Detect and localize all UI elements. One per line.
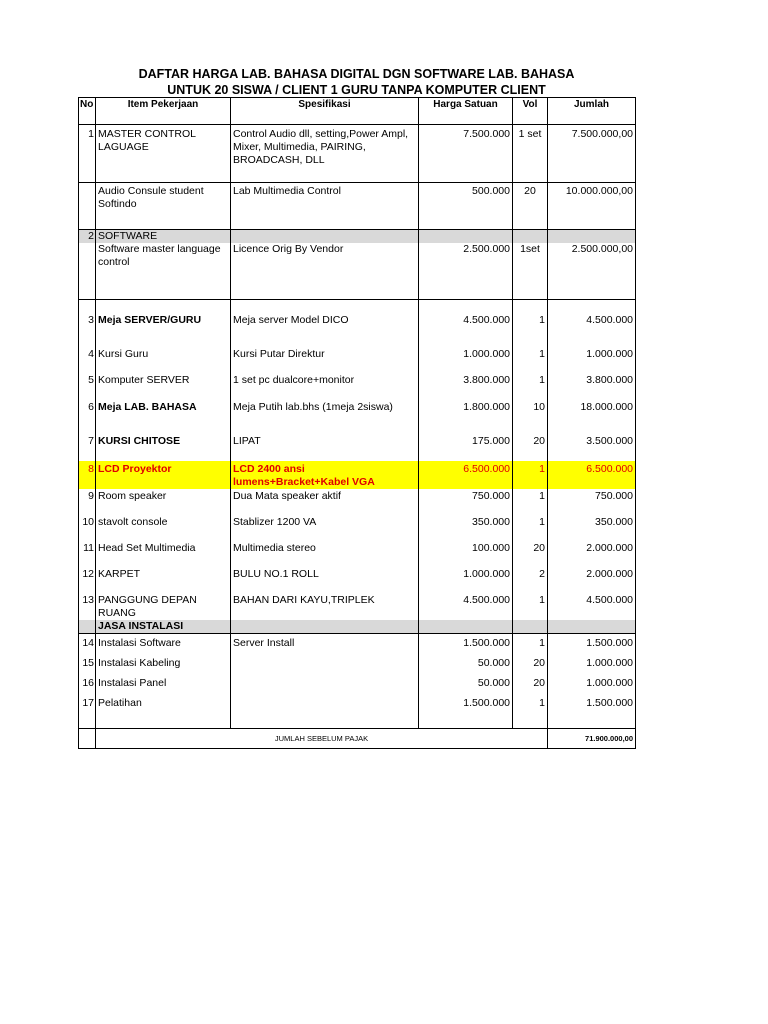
table-row (79, 634, 636, 654)
row-vol: 20 (513, 421, 548, 461)
row-price: 6.500.000 (419, 461, 513, 489)
row-spec: Stablizer 1200 VA (231, 515, 419, 541)
row-total: 3.500.000 (548, 421, 636, 461)
row-spec: LIPAT (231, 421, 419, 461)
row-spec: Dua Mata speaker aktif (231, 489, 419, 515)
row-spec (231, 674, 419, 694)
row-spec: Kursi Putar Direktur (231, 341, 419, 367)
table-row (79, 183, 636, 230)
row-spec (231, 620, 419, 634)
row-no: 4 (79, 341, 96, 367)
row-spec: LCD 2400 ansi lumens+Bracket+Kabel VGA (231, 461, 419, 489)
highlighted-row-lcd (79, 461, 636, 489)
table-row (79, 654, 636, 674)
col-header-item: Item Pekerjaan (96, 98, 231, 125)
row-item: KURSI CHITOSE (96, 421, 231, 461)
row-total: 3.800.000 (548, 367, 636, 393)
row-item: Pelatihan (96, 694, 231, 714)
grand-total: 71.900.000,00 (548, 729, 636, 749)
table-row (79, 567, 636, 593)
row-item: Kursi Guru (96, 341, 231, 367)
row-item: stavolt console (96, 515, 231, 541)
table-row (79, 421, 636, 461)
row-vol: 1 (513, 367, 548, 393)
row-item: Room speaker (96, 489, 231, 515)
table-row (79, 674, 636, 694)
row-price: 100.000 (419, 541, 513, 567)
row-vol: 20 (513, 183, 548, 230)
row-item: Audio Consule student Softindo (96, 183, 231, 230)
row-item: Head Set Multimedia (96, 541, 231, 567)
row-total: 1.500.000 (548, 634, 636, 654)
document-subtitle: UNTUK 20 SISWA / CLIENT 1 GURU TANPA KOMPUTER CLIENT (167, 83, 546, 97)
row-item: SOFTWARE (96, 230, 231, 244)
table-row (79, 367, 636, 393)
row-no: 1 (79, 125, 96, 183)
row-vol: 1 (513, 634, 548, 654)
row-vol: 20 (513, 541, 548, 567)
row-item: MASTER CONTROL LAGUAGE (96, 125, 231, 183)
row-total: 1.500.000 (548, 694, 636, 714)
row-item: Meja LAB. BAHASA (96, 393, 231, 421)
table-row (79, 694, 636, 714)
row-price: 4.500.000 (419, 593, 513, 620)
row-item: Instalasi Software (96, 634, 231, 654)
row-spec: Meja server Model DICO (231, 299, 419, 341)
total-row (79, 729, 636, 749)
row-total: 2.500.000,00 (548, 243, 636, 299)
row-item: LCD Proyektor (96, 461, 231, 489)
row-item: PANGGUNG DEPAN RUANG (96, 593, 231, 620)
table-header-row (79, 98, 636, 125)
row-spec: BULU NO.1 ROLL (231, 567, 419, 593)
table-row (79, 515, 636, 541)
row-spec: 1 set pc dualcore+monitor (231, 367, 419, 393)
table-row (79, 393, 636, 421)
row-total: 2.000.000 (548, 567, 636, 593)
row-item: Instalasi Kabeling (96, 654, 231, 674)
row-price: 7.500.000 (419, 125, 513, 183)
row-total: 18.000.000 (548, 393, 636, 421)
col-header-spec: Spesifikasi (231, 98, 419, 125)
table-row (79, 299, 636, 341)
row-no (79, 243, 96, 299)
row-total (548, 620, 636, 634)
row-item: Meja SERVER/GURU (96, 299, 231, 341)
row-total: 350.000 (548, 515, 636, 541)
row-total: 4.500.000 (548, 593, 636, 620)
row-price: 3.800.000 (419, 367, 513, 393)
row-no: 12 (79, 567, 96, 593)
row-vol: 20 (513, 674, 548, 694)
section-row-software (79, 230, 636, 244)
row-vol: 1 (513, 694, 548, 714)
row-no: 5 (79, 367, 96, 393)
row-no (79, 620, 96, 634)
price-table (78, 97, 636, 749)
row-no: 9 (79, 489, 96, 515)
col-header-total: Jumlah (548, 98, 636, 125)
row-total: 10.000.000,00 (548, 183, 636, 230)
col-header-price: Harga Satuan (419, 98, 513, 125)
row-no: 6 (79, 393, 96, 421)
row-price: 50.000 (419, 654, 513, 674)
row-no: 14 (79, 634, 96, 654)
row-spec (231, 230, 419, 244)
row-vol: 1 (513, 341, 548, 367)
total-no-cell (79, 729, 96, 749)
row-price: 750.000 (419, 489, 513, 515)
table-row (79, 593, 636, 620)
row-vol: 1 (513, 489, 548, 515)
row-spec (231, 694, 419, 714)
row-vol: 1 set (513, 125, 548, 183)
section-row-jasa-instalasi (79, 620, 636, 634)
table-row (79, 125, 636, 183)
row-vol: 1 (513, 299, 548, 341)
table-row (79, 243, 636, 299)
row-price: 1.000.000 (419, 341, 513, 367)
row-spec: Multimedia stereo (231, 541, 419, 567)
row-vol: 2 (513, 567, 548, 593)
row-no: 17 (79, 694, 96, 714)
row-price: 350.000 (419, 515, 513, 541)
row-item: Instalasi Panel (96, 674, 231, 694)
row-no: 16 (79, 674, 96, 694)
row-no: 8 (79, 461, 96, 489)
document-title: DAFTAR HARGA LAB. BAHASA DIGITAL DGN SOFTWARE LAB. BAHASA (138, 67, 575, 81)
row-price (419, 230, 513, 244)
row-spec: Server Install (231, 634, 419, 654)
row-price (419, 620, 513, 634)
row-price: 1.500.000 (419, 694, 513, 714)
row-vol: 1 (513, 461, 548, 489)
total-label: JUMLAH SEBELUM PAJAK (96, 729, 548, 749)
row-total: 1.000.000 (548, 341, 636, 367)
row-no (79, 183, 96, 230)
row-price: 2.500.000 (419, 243, 513, 299)
row-no: 2 (79, 230, 96, 244)
row-no: 10 (79, 515, 96, 541)
row-item: Komputer SERVER (96, 367, 231, 393)
row-price: 175.000 (419, 421, 513, 461)
row-no: 13 (79, 593, 96, 620)
row-spec: BAHAN DARI KAYU,TRIPLEK (231, 593, 419, 620)
row-price: 50.000 (419, 674, 513, 694)
row-no: 11 (79, 541, 96, 567)
row-item: KARPET (96, 567, 231, 593)
row-price: 1.800.000 (419, 393, 513, 421)
row-total: 1.000.000 (548, 674, 636, 694)
spacer-row (79, 714, 636, 729)
row-vol: 1set (513, 243, 548, 299)
col-header-no: No (79, 98, 96, 125)
row-item: Software master language control (96, 243, 231, 299)
row-total (548, 230, 636, 244)
row-vol: 20 (513, 654, 548, 674)
row-total: 1.000.000 (548, 654, 636, 674)
row-spec: Control Audio dll, setting,Power Ampl, Mixer, Multimedia, PAIRING, BROADCASH, DLL (231, 125, 419, 183)
row-total: 750.000 (548, 489, 636, 515)
row-spec: Lab Multimedia Control (231, 183, 419, 230)
row-price: 500.000 (419, 183, 513, 230)
row-price: 1.500.000 (419, 634, 513, 654)
row-total: 4.500.000 (548, 299, 636, 341)
table-row (79, 341, 636, 367)
row-total: 6.500.000 (548, 461, 636, 489)
row-vol: 1 (513, 515, 548, 541)
row-no: 15 (79, 654, 96, 674)
row-total: 2.000.000 (548, 541, 636, 567)
row-vol: 1 (513, 593, 548, 620)
row-price: 1.000.000 (419, 567, 513, 593)
row-vol (513, 230, 548, 244)
row-spec (231, 654, 419, 674)
row-vol (513, 620, 548, 634)
row-spec: Licence Orig By Vendor (231, 243, 419, 299)
row-total: 7.500.000,00 (548, 125, 636, 183)
table-row (79, 489, 636, 515)
row-spec: Meja Putih lab.bhs (1meja 2siswa) (231, 393, 419, 421)
col-header-vol: Vol (513, 98, 548, 125)
row-no: 3 (79, 299, 96, 341)
row-vol: 10 (513, 393, 548, 421)
row-no: 7 (79, 421, 96, 461)
row-item: JASA INSTALASI (96, 620, 231, 634)
table-row (79, 541, 636, 567)
row-price: 4.500.000 (419, 299, 513, 341)
